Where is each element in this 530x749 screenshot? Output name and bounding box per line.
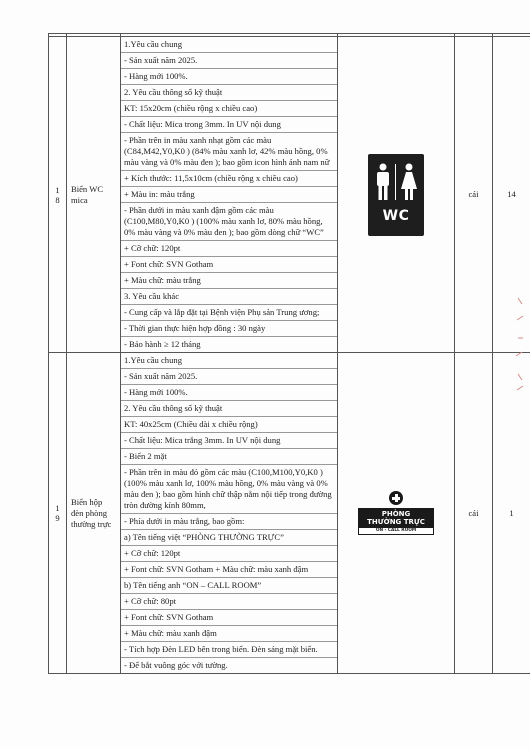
description-line: + Kích thước: 11,5x10cm (chiều rộng x chiều cao) (121, 171, 337, 187)
item-description (121, 353, 338, 674)
item-description (121, 37, 338, 353)
description-line: - Phần trên in màu xanh nhạt gồm các màu (C84,M42,Y0,K0 ) (84% màu xanh lơ, 42% màu hồng, 0% màu vàng và 0% màu đen ); bao gồm icon hình ảnh nam nữ (121, 133, 337, 171)
description-line: + Cỡ chữ: 120pt (121, 241, 337, 257)
description-line: + Màu chữ: màu trắng (121, 273, 337, 289)
description-line: - Để bắt vuông góc với tường. (124, 660, 228, 670)
description-line: + Font chữ: SVN Gotham (121, 257, 337, 273)
description-line: - Phần dưới in màu xanh đậm gồm các màu (C100,M80,Y0,K0 ) (100% màu xanh lơ, 80% màu hồng, 0% màu vàng và 0% màu đen ); bao gồm dòng chữ “WC” (121, 203, 337, 241)
quantity-cell: 1 (493, 353, 530, 674)
wc-sign-text: WC (382, 207, 410, 224)
unit-cell: cái (455, 37, 493, 353)
description-line: KT: 40x25cm (Chiều dài x chiều rộng) (121, 417, 337, 433)
description-line: - Chất liệu: Mica trắng 3mm. In UV nội dung (121, 433, 337, 449)
stamp-marks (508, 290, 528, 410)
sign-divider (395, 164, 396, 200)
item-image (338, 353, 455, 674)
description-line: - Sản xuất năm 2025. (121, 369, 337, 385)
table-row (49, 37, 530, 353)
description-line: + Font chữ: SVN Gotham + Màu chữ: màu xanh đậm (121, 562, 337, 578)
man-icon (375, 163, 391, 201)
description-line: a) Tên tiếng việt “PHÒNG THƯỜNG TRỰC” (121, 530, 337, 546)
oncall-sign (358, 491, 434, 535)
description-line: - Tích hợp Đèn LED bên trong biển. Đèn sáng mặt biển. (121, 642, 337, 658)
table-row (49, 353, 530, 674)
item-image (338, 37, 455, 353)
description-line: KT: 15x20cm (chiều rộng x chiều cao) (121, 101, 337, 117)
description-line: 2. Yêu cầu thông số kỹ thuật (121, 85, 337, 101)
description-line: - Sản xuất năm 2025. (121, 53, 337, 69)
wc-sign (368, 154, 424, 236)
description-line: 2. Yêu cầu thông số kỹ thuật (121, 401, 337, 417)
description-line: 3. Yêu cầu khác (121, 289, 337, 305)
quantity-cell: 14 (493, 37, 530, 353)
description-line: + Màu chữ: màu xanh đậm (121, 626, 337, 642)
description-line: 1.Yêu cầu chung (121, 353, 337, 369)
description-line: - Hàng mới 100%. (121, 385, 337, 401)
description-line: + Font chữ: SVN Gotham (121, 610, 337, 626)
row-number: 1 9 (49, 353, 67, 674)
description-line: - Cung cấp và lắp đặt tại Bệnh viện Phụ sản Trung ương; (121, 305, 337, 321)
description-line: + Cỡ chữ: 80pt (121, 594, 337, 610)
description-line: - Phía dưới in màu trắng, bao gồm: (121, 514, 337, 530)
description-line: - Thời gian thực hiện hợp đồng : 30 ngày (121, 321, 337, 337)
description-line: - Chất liệu: Mica trong 3mm. In UV nội dung (121, 117, 337, 133)
cross-circle-icon (389, 491, 403, 505)
description-line: - Phần trên in màu đỏ gồm các màu (C100,M100,Y0,K0 ) (100% màu xanh lơ, 100% màu hồng, 0% màu vàng và 0% màu đen ); bao gồm hình chữ thập nằm nội tiếp trong đường tròn đường kính 80mm, (121, 465, 337, 514)
description-line: 1.Yêu cầu chung (121, 37, 337, 53)
description-line: b) Tên tiếng anh “ON – CALL ROOM” (121, 578, 337, 594)
description-line: - Bảo hành ≥ 12 tháng (124, 339, 201, 349)
spec-table (48, 33, 530, 674)
oncall-sign-title: PHÒNG THƯỜNG TRỰC (358, 508, 434, 527)
woman-icon (400, 163, 418, 201)
description-line: - Hàng mới 100%. (121, 69, 337, 85)
item-name: Biển hộp đèn phòng thường trực (67, 353, 121, 674)
description-line: + Màu in: màu trắng (121, 187, 337, 203)
oncall-sign-subtitle: ON - CALL ROOM (358, 527, 434, 535)
unit-cell: cái (455, 353, 493, 674)
description-line: - Biển 2 mặt (121, 449, 337, 465)
description-line: + Cỡ chữ: 120pt (121, 546, 337, 562)
row-number: 1 8 (49, 37, 67, 353)
item-name: Biển WC mica (67, 37, 121, 353)
